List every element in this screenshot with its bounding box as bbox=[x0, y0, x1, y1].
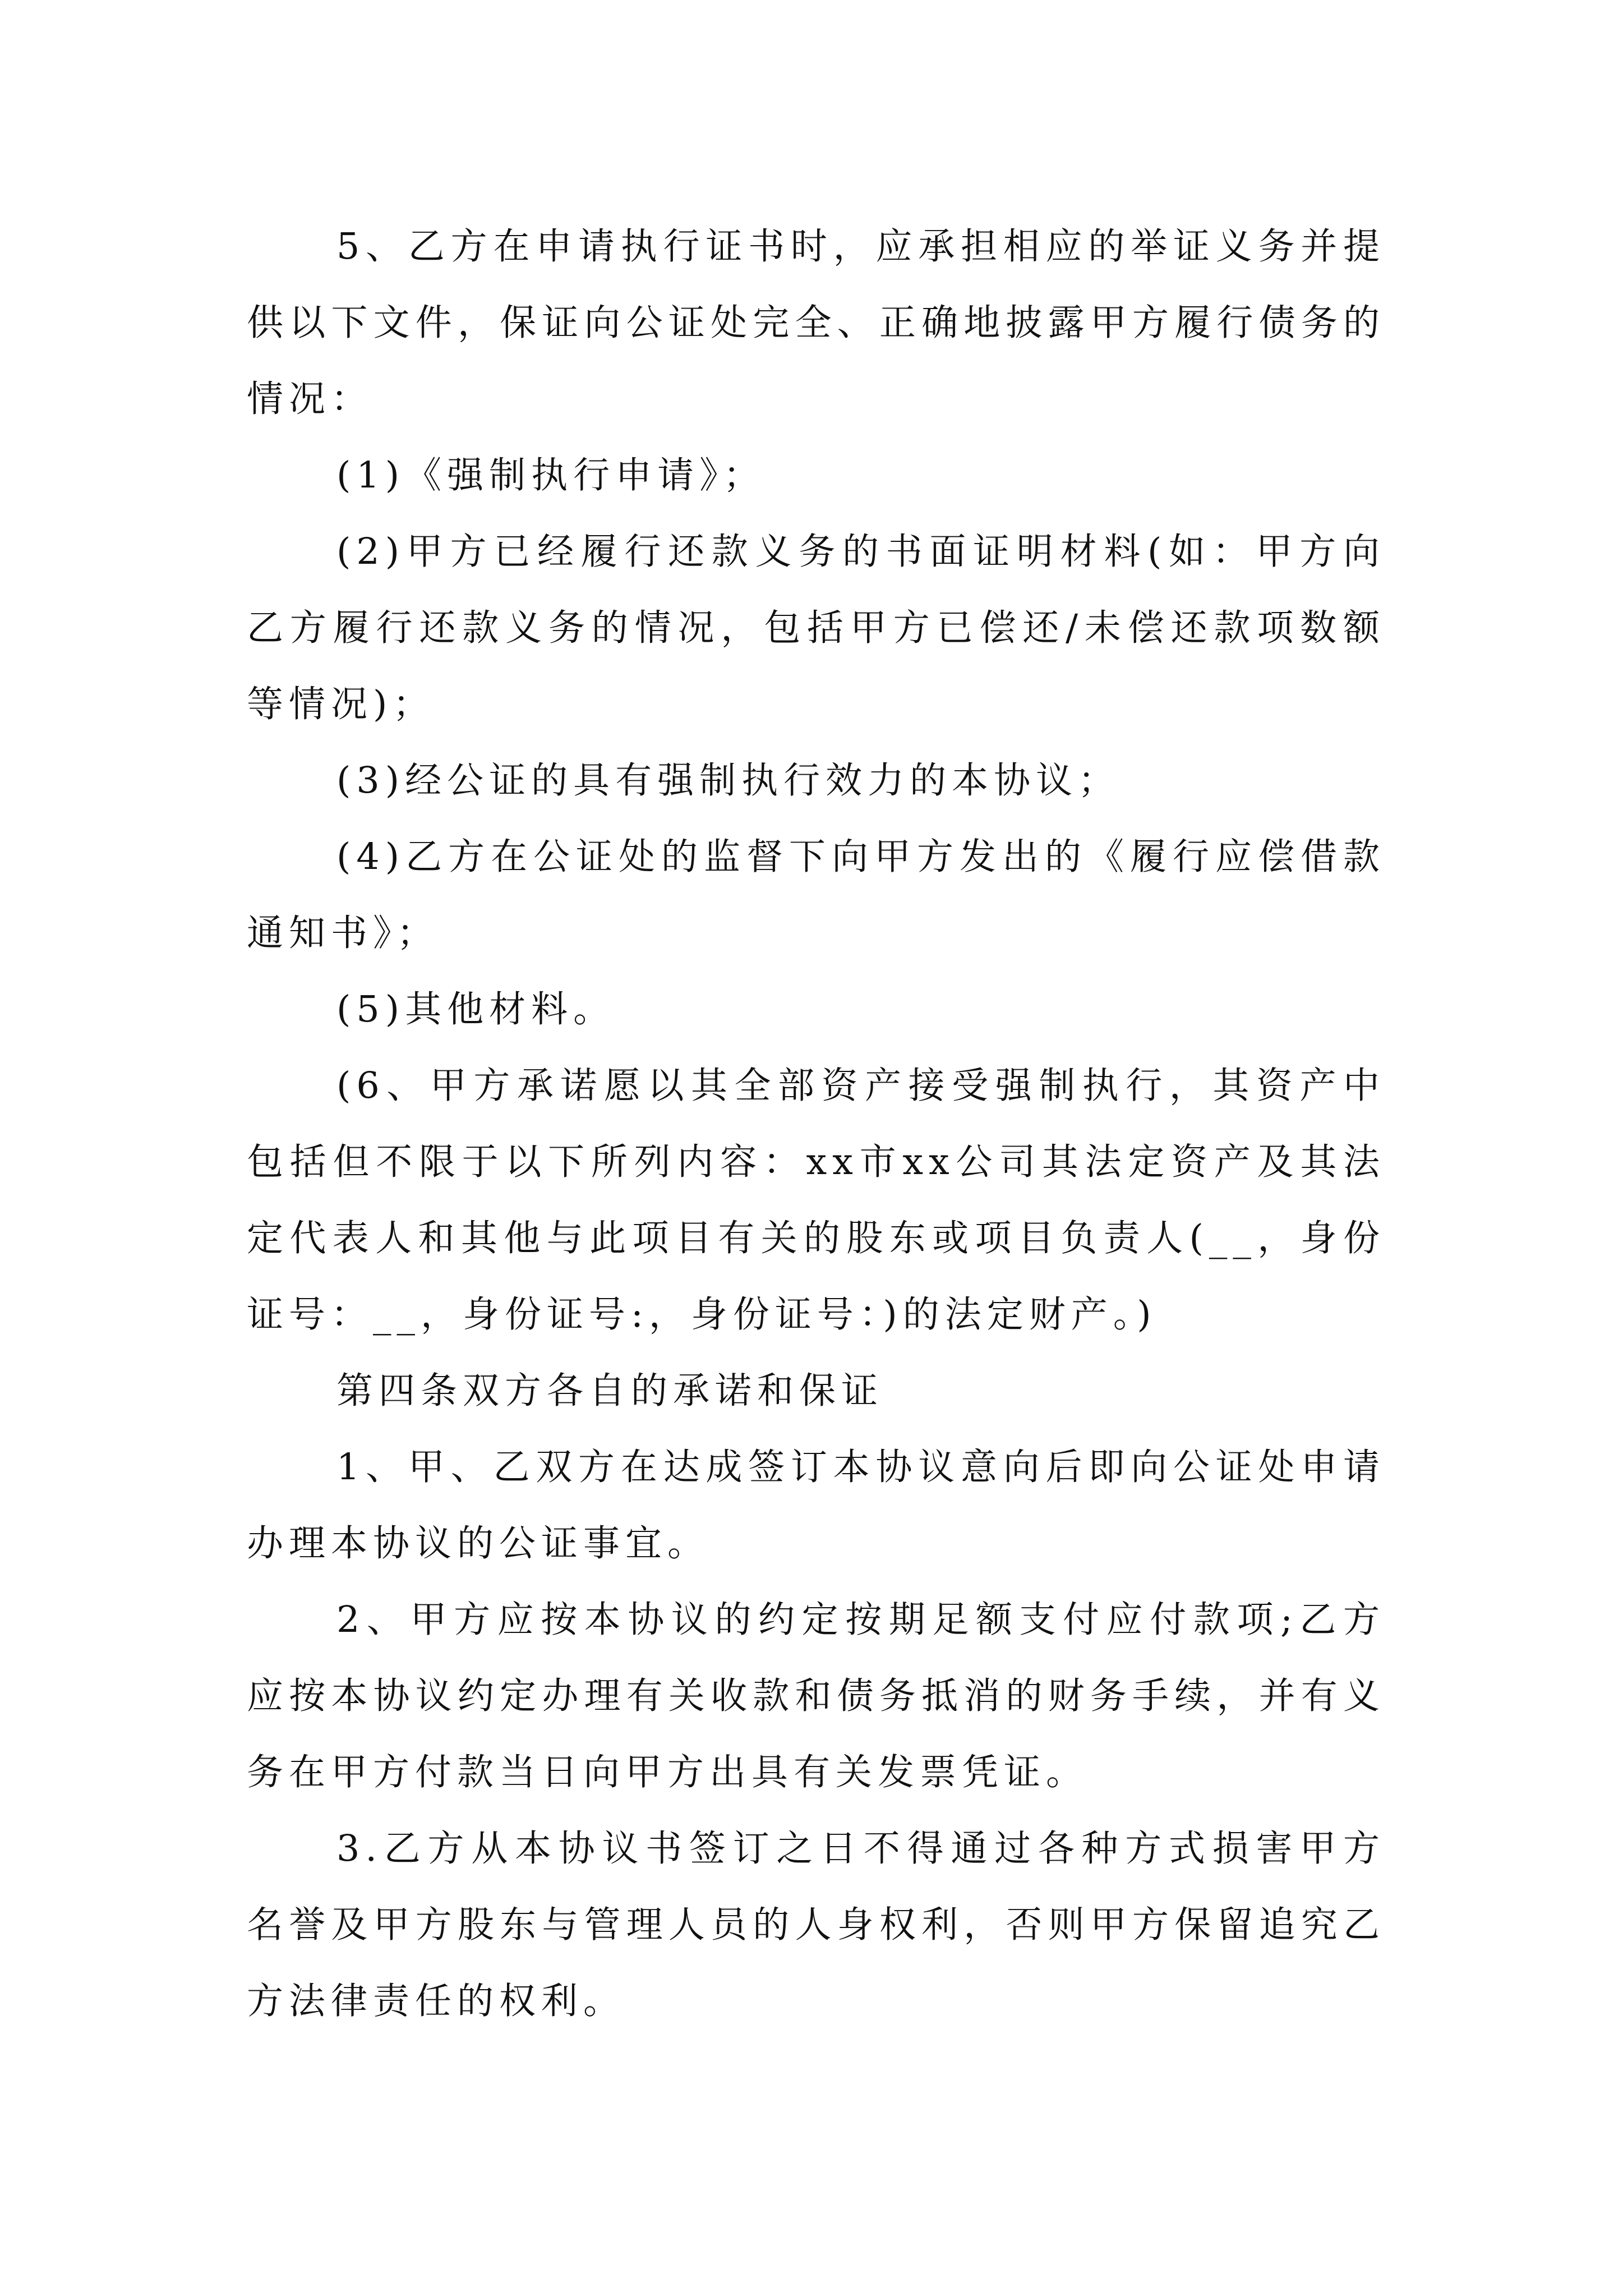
paragraph-clause-5: 5、乙方在申请执行证书时，应承担相应的举证义务并提供以下文件，保证向公证处完全、正确地披露甲方履行债务的情况： bbox=[247, 226, 1385, 420]
paragraph-article4-2: 2、甲方应按本协议的约定按期足额支付应付款项;乙方应按本协议约定办理有关收款和债务抵消的财务手续，并有义务在甲方付款当日向甲方出具有关发票凭证。 bbox=[247, 1599, 1385, 1793]
paragraph-item-2: (2)甲方已经履行还款义务的书面证明材料(如：甲方向乙方履行还款义务的情况，包括甲方已偿还/未偿还款项数额等情况)； bbox=[247, 531, 1385, 725]
paragraph-clause-6: (6、甲方承诺愿以其全部资产接受强制执行，其资产中包括但不限于以下所列内容：xx市xx公司其法定资产及其法定代表人和其他与此项目有关的股东或项目负责人(__，身份证号：__，身份证号:，身份证号：)的法定财产。) bbox=[247, 1065, 1385, 1336]
paragraph-item-1: (1)《强制执行申请》； bbox=[336, 454, 766, 496]
paragraph-article4-3: 3.乙方从本协议书签订之日不得通过各种方式损害甲方名誉及甲方股东与管理人员的人身权利，否则甲方保留追究乙方法律责任的权利。 bbox=[247, 1828, 1385, 2022]
paragraph-item-5: (5)其他材料。 bbox=[336, 988, 616, 1030]
section-heading-article-4: 第四条双方各自的承诺和保证 bbox=[336, 1370, 884, 1412]
paragraph-item-3: (3)经公证的具有强制执行效力的本协议； bbox=[336, 760, 1121, 802]
document-body bbox=[247, 209, 1385, 2040]
paragraph-article4-1: 1、甲、乙双方在达成签订本协议意向后即向公证处申请办理本协议的公证事宜。 bbox=[247, 1446, 1385, 1565]
paragraph-item-4: (4)乙方在公证处的监督下向甲方发出的《履行应偿借款通知书》； bbox=[247, 836, 1385, 954]
